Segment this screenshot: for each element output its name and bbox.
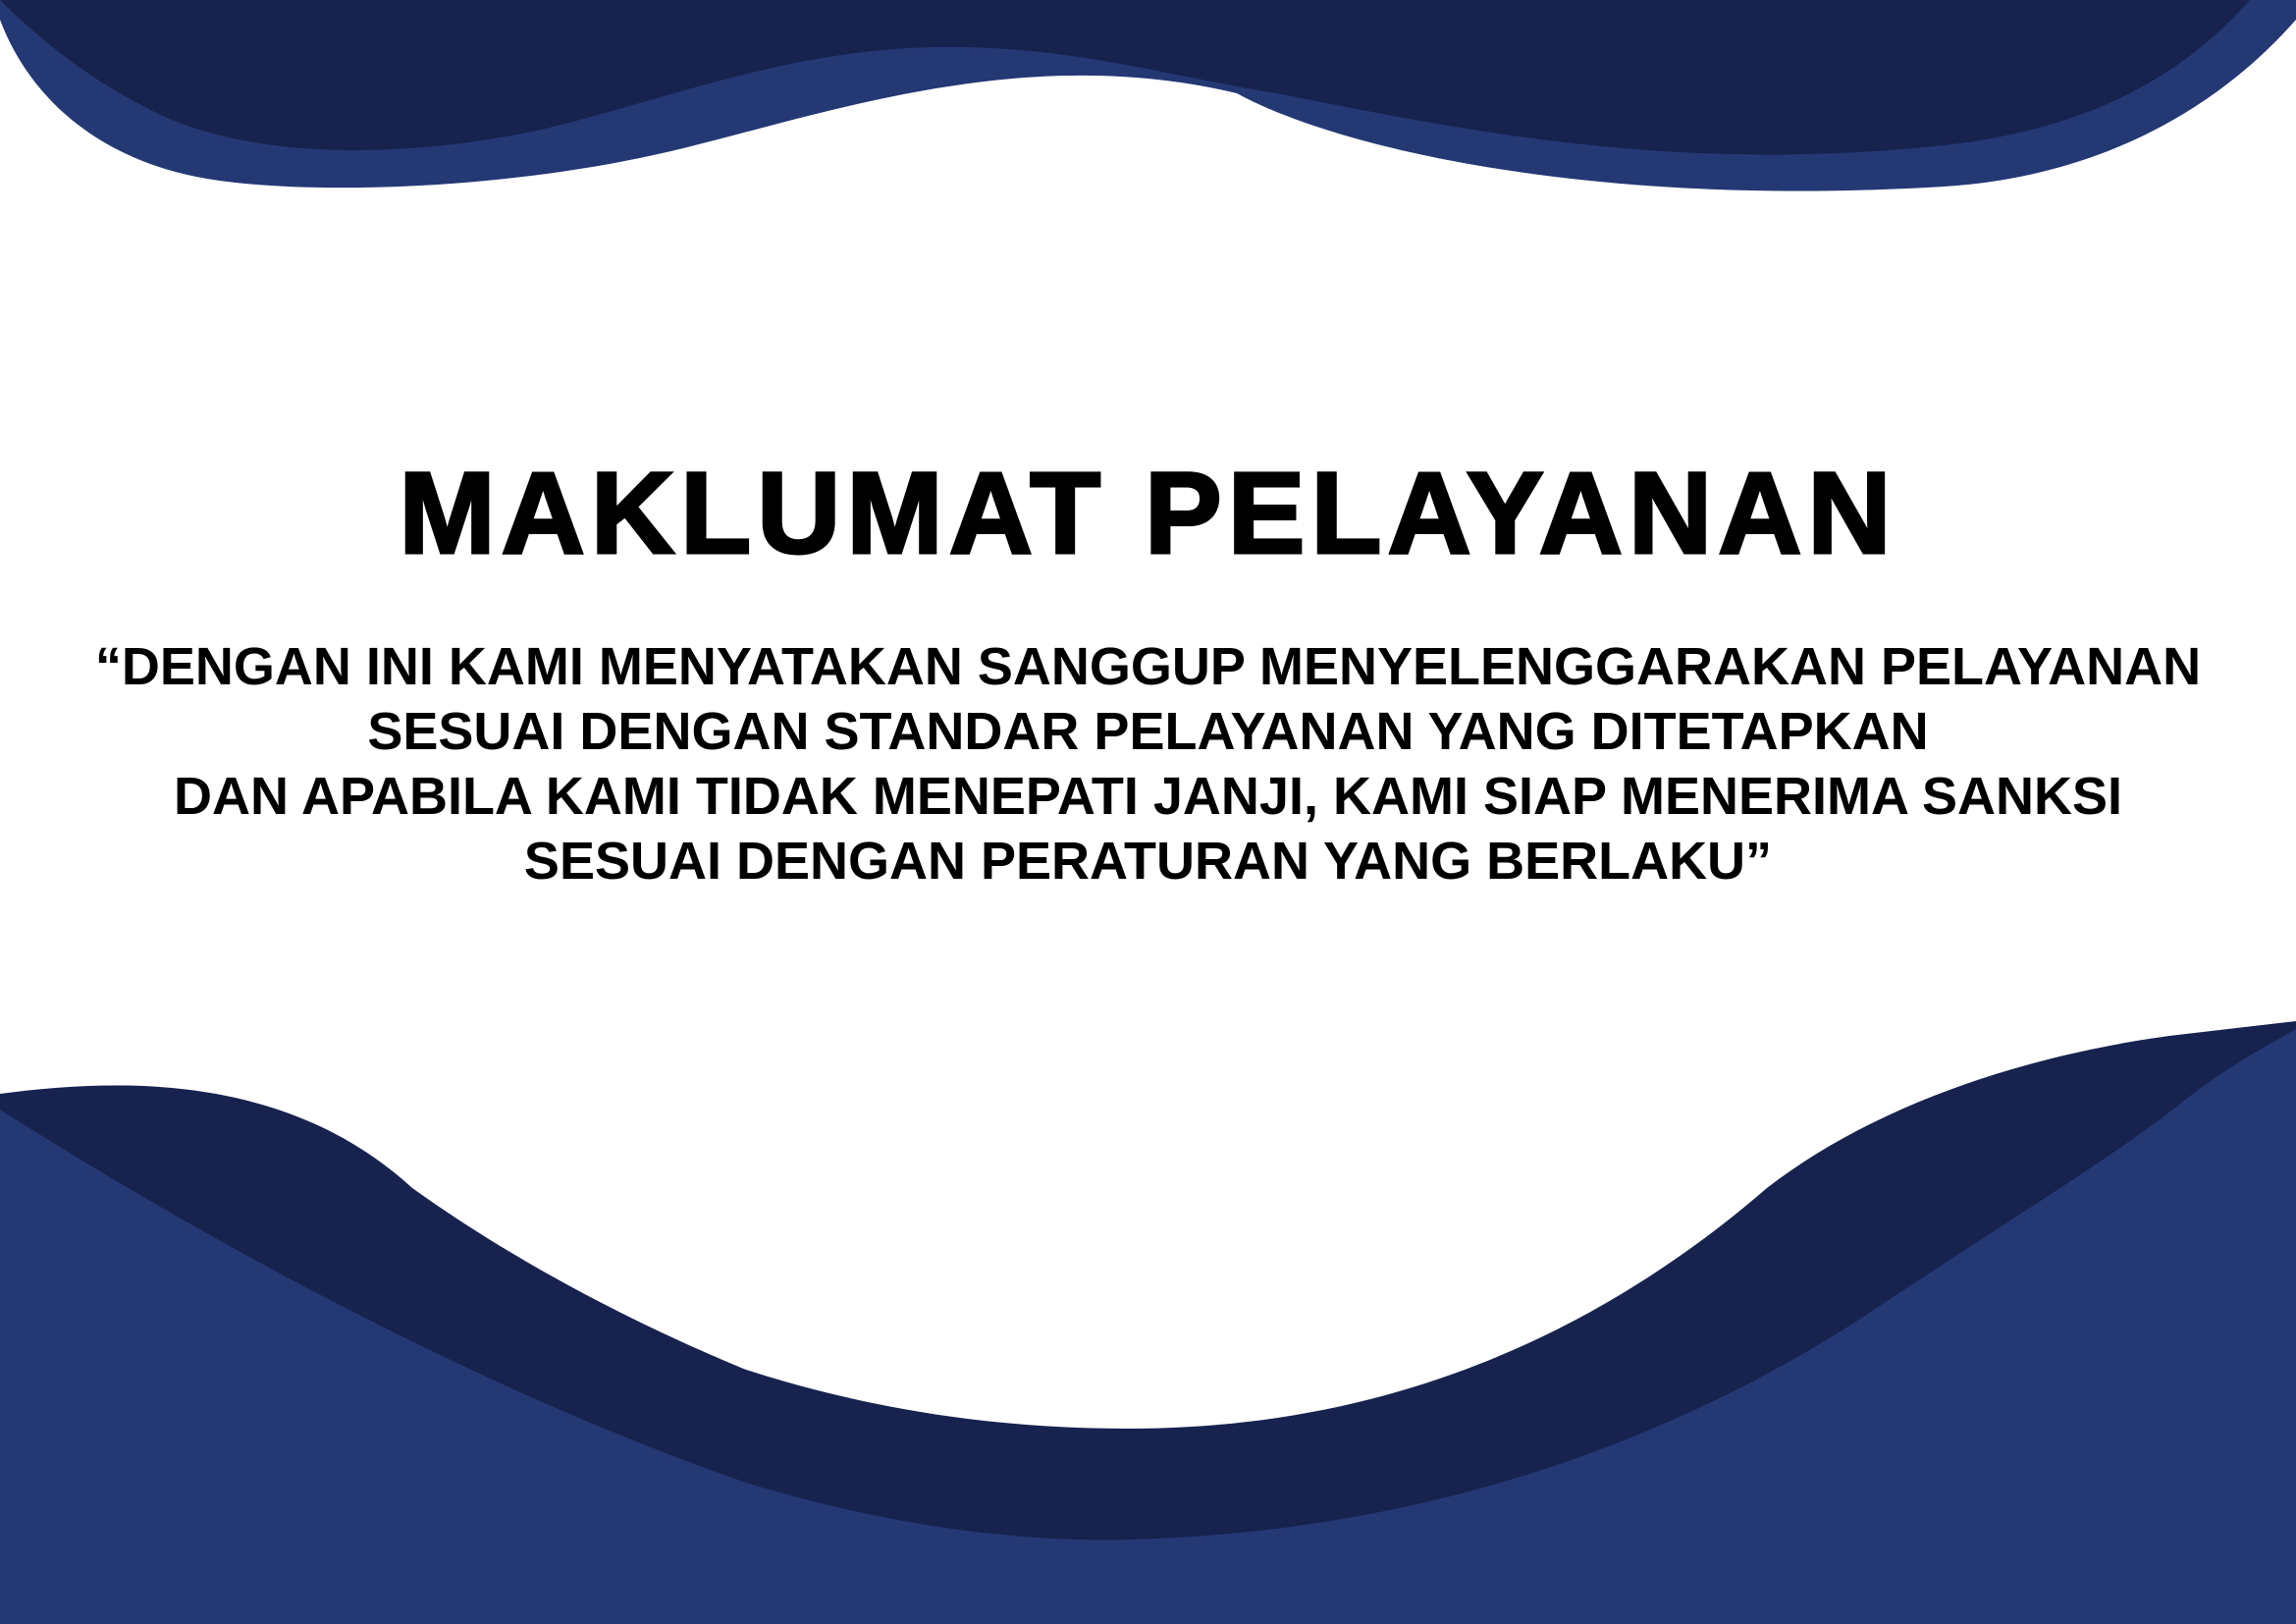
document-title: MAKLUMAT PELAYANAN bbox=[399, 449, 1897, 578]
statement-line-2: SESUAI DENGAN STANDAR PELAYANAN YANG DITETAPKAN bbox=[367, 702, 1929, 761]
statement-line-1: “DENGAN INI KAMI MENYATAKAN SANGGUP MENYELENGGARAKAN PELAYANAN bbox=[94, 637, 2202, 696]
statement-line-4: SESUAI DENGAN PERATURAN YANG BERLAKU” bbox=[523, 832, 1773, 891]
service-statement bbox=[39, 634, 2257, 893]
statement-line-3: DAN APABILA KAMI TIDAK MENEPATI JANJI, KAMI SIAP MENERIMA SANKSI bbox=[173, 767, 2123, 826]
